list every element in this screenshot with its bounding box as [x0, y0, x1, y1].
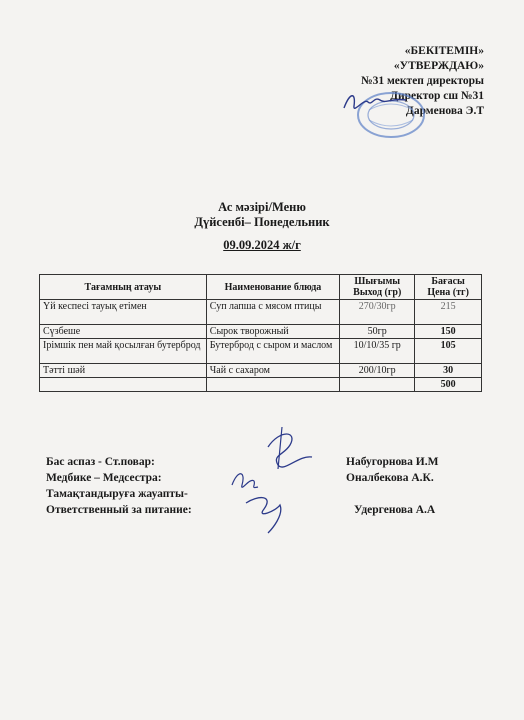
row-name-ru: Суп лапша с мясом птицы [206, 300, 339, 325]
table-row [40, 339, 482, 364]
responsible-label-kz: Тамақтандыруға жауапты- [46, 488, 188, 500]
table-total-row [40, 378, 482, 392]
total-price: 500 [415, 378, 482, 392]
approval-line-kz: «БЕКІТЕМІН» [404, 45, 484, 57]
title-day: Дүйсенбі– Понедельник [194, 215, 330, 229]
header-price: Бағасы Цена (тг) [415, 275, 482, 300]
signatures-block [46, 454, 466, 518]
title-date: 09.09.2024 ж/г [223, 238, 301, 252]
nurse-label: Медбике – Медсестра: [46, 472, 162, 484]
row-name-kz: Үй кеспесі тауық етімен [40, 300, 207, 325]
row-name-kz: Тәтті шәй [40, 364, 207, 378]
header-name-ru: Наименование блюда [206, 275, 339, 300]
table-row [40, 325, 482, 339]
header-yield: Шығымы Выход (гр) [340, 275, 415, 300]
row-yield: 50гр [340, 325, 415, 339]
director-signature-icon [340, 88, 410, 118]
nurse-name: Оналбекова А.К. [346, 472, 434, 484]
row-name-ru: Бутерброд с сыром и маслом [206, 339, 339, 364]
title-menu: Ас мәзірі/Меню [218, 200, 306, 214]
row-name-kz: Ірімшік пен май қосылған бутерброд [40, 339, 207, 364]
table-row [40, 300, 482, 325]
row-yield: 270/30гр [340, 300, 415, 325]
row-price: 105 [415, 339, 482, 364]
row-name-kz: Сүзбеше [40, 325, 207, 339]
row-price: 215 [415, 300, 482, 325]
approval-line-ru: «УТВЕРЖДАЮ» [393, 60, 484, 72]
row-price: 30 [415, 364, 482, 378]
responsible-name: Удергенова А.А [354, 504, 436, 516]
responsible-label-ru: Ответственный за питание: [46, 504, 192, 516]
chef-label: Бас аспаз - Ст.повар: [46, 456, 155, 468]
menu-table [39, 274, 482, 392]
header-name-kz: Тағамның атауы [40, 275, 207, 300]
row-yield: 10/10/35 гр [340, 339, 415, 364]
table-row [40, 364, 482, 378]
row-name-ru: Сырок творожный [206, 325, 339, 339]
approval-school-kz: №31 мектеп директоры [361, 75, 484, 87]
approval-director-name: Дарменова Э.Т [405, 105, 484, 117]
row-name-ru: Чай с сахаром [206, 364, 339, 378]
menu-title [0, 200, 524, 253]
table-header-row [40, 275, 482, 300]
row-yield: 200/10гр [340, 364, 415, 378]
approval-school-ru: Директор сш №31 [390, 90, 484, 102]
chef-name: Набугорнова И.М [346, 456, 439, 468]
row-price: 150 [415, 325, 482, 339]
